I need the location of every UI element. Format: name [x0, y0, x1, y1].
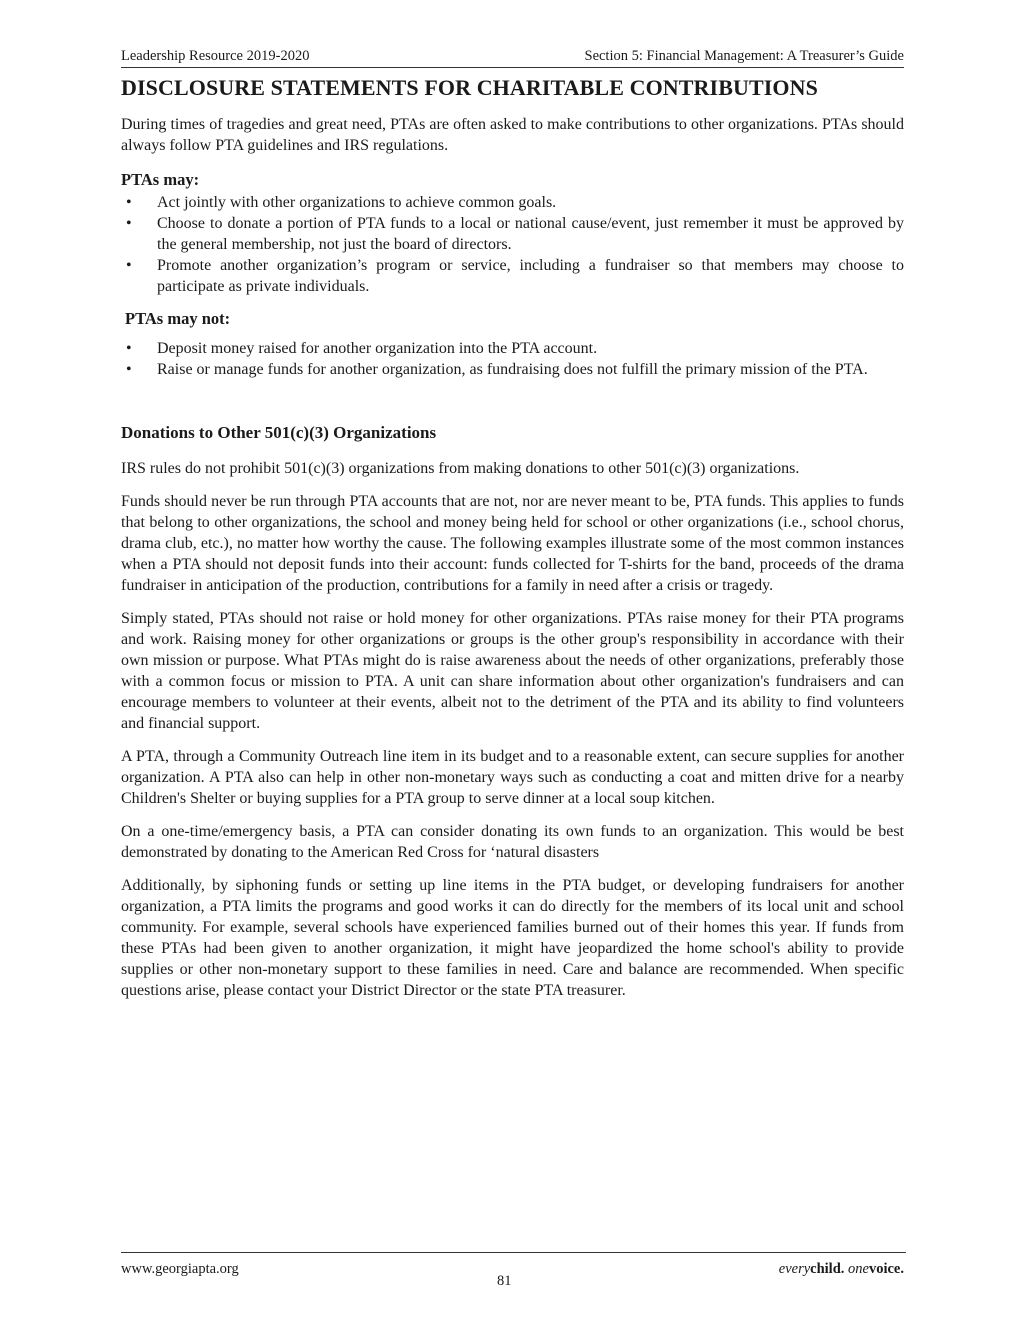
bullet-icon: • — [126, 194, 132, 211]
donations-paragraph: On a one-time/emergency basis, a PTA can consider donating its own funds to an organization. This would be best demonstrated by donating to the American Red Cross for ‘natural disasters — [121, 823, 904, 861]
header-right: Section 5: Financial Management: A Treasurer’s Guide — [584, 48, 904, 64]
list-item: • Raise or manage funds for another organization, as fundraising does not fulfill the primary mission of the PTA. — [126, 361, 868, 378]
intro-paragraph: During times of tragedies and great need, PTAs are often asked to make contributions to other organizations. PTAs should always follow PTA guidelines and IRS regulations. — [121, 116, 904, 154]
donations-paragraph: IRS rules do not prohibit 501(c)(3) organizations from making donations to other 501(c)(3) organizations. — [121, 460, 800, 477]
list-item: • Choose to donate a portion of PTA funds to a local or national cause/event, just remember it must be approved by the general membership, not just the board of directors. — [126, 215, 904, 253]
list-item: • Promote another organization’s program or service, including a fundraiser so that members may choose to participate as private individuals. — [126, 257, 904, 295]
donations-paragraph: Additionally, by siphoning funds or setting up line items in the PTA budget, or developing fundraisers for another organization, a PTA limits the programs and good works it can do directly for the members of its local unit and school community. For example, several schools have experienced families burned out of their homes this year. If funds from these PTAs had been given to another organization, it might have jeopardized the home school's ability to provide supplies or other non-monetary support to these families in need. Care and balance are recommended. When specific questions arise, please contact your District Director or the state PTA treasurer. — [121, 877, 904, 999]
list-item: • Deposit money raised for another organization into the PTA account. — [126, 340, 598, 357]
donations-paragraph: Simply stated, PTAs should not raise or hold money for other organizations. PTAs raise money for their PTA programs and work. Raising money for other organizations or groups is the other group's responsibility in accordance with their own mission or purpose. What PTAs might do is raise awareness about the needs of other organizations, preferably those with a common focus or mission to PTA. A unit can share information about other organization's fundraisers and can encourage members to volunteer at their events, albeit not to the detriment of the PTA and its ability to find volunteers and financial support. — [121, 610, 904, 732]
bullet-icon: • — [126, 257, 132, 274]
page-title: DISCLOSURE STATEMENTS FOR CHARITABLE CONTRIBUTIONS — [121, 75, 818, 100]
document-page — [121, 48, 904, 1001]
ptas-may-list — [121, 192, 904, 297]
ptas-may-not-heading: PTAs may not: — [125, 309, 231, 328]
bullet-icon: • — [126, 340, 132, 357]
ptas-may-heading: PTAs may: — [121, 170, 200, 189]
footer-divider — [121, 1252, 906, 1253]
ptas-may-not-list — [121, 338, 904, 380]
page-number: 81 — [497, 1273, 512, 1289]
footer-url: www.georgiapta.org — [121, 1261, 239, 1277]
donations-heading: Donations to Other 501(c)(3) Organizations — [121, 423, 437, 442]
running-header — [121, 48, 904, 68]
footer-tagline: everychild. onevoice. — [778, 1261, 904, 1277]
list-item: • Act jointly with other organizations to achieve common goals. — [126, 194, 557, 211]
donations-paragraph: Funds should never be run through PTA accounts that are not, nor are never meant to be, PTA funds. This applies to funds that belong to other organizations, the school and money being held for school or other organizations (i.e., school chorus, drama club, etc.), no matter how worthy the cause. The following examples illustrate some of the most common instances when a PTA should not deposit funds into their account: funds collected for T-shirts for the band, proceeds of the drama fundraiser in anticipation of the production, contributions for a family in need after a crisis or tragedy. — [121, 493, 904, 594]
header-left: Leadership Resource 2019-2020 — [121, 48, 310, 64]
donations-paragraph: A PTA, through a Community Outreach line item in its budget and to a reasonable extent, can secure supplies for another organization. A PTA also can help in other non-monetary ways such as conducting a coat and mitten drive for a nearby Children's Shelter or buying supplies for a PTA group to serve dinner at a local soup kitchen. — [121, 748, 904, 807]
bullet-icon: • — [126, 215, 132, 232]
bullet-icon: • — [126, 361, 132, 378]
